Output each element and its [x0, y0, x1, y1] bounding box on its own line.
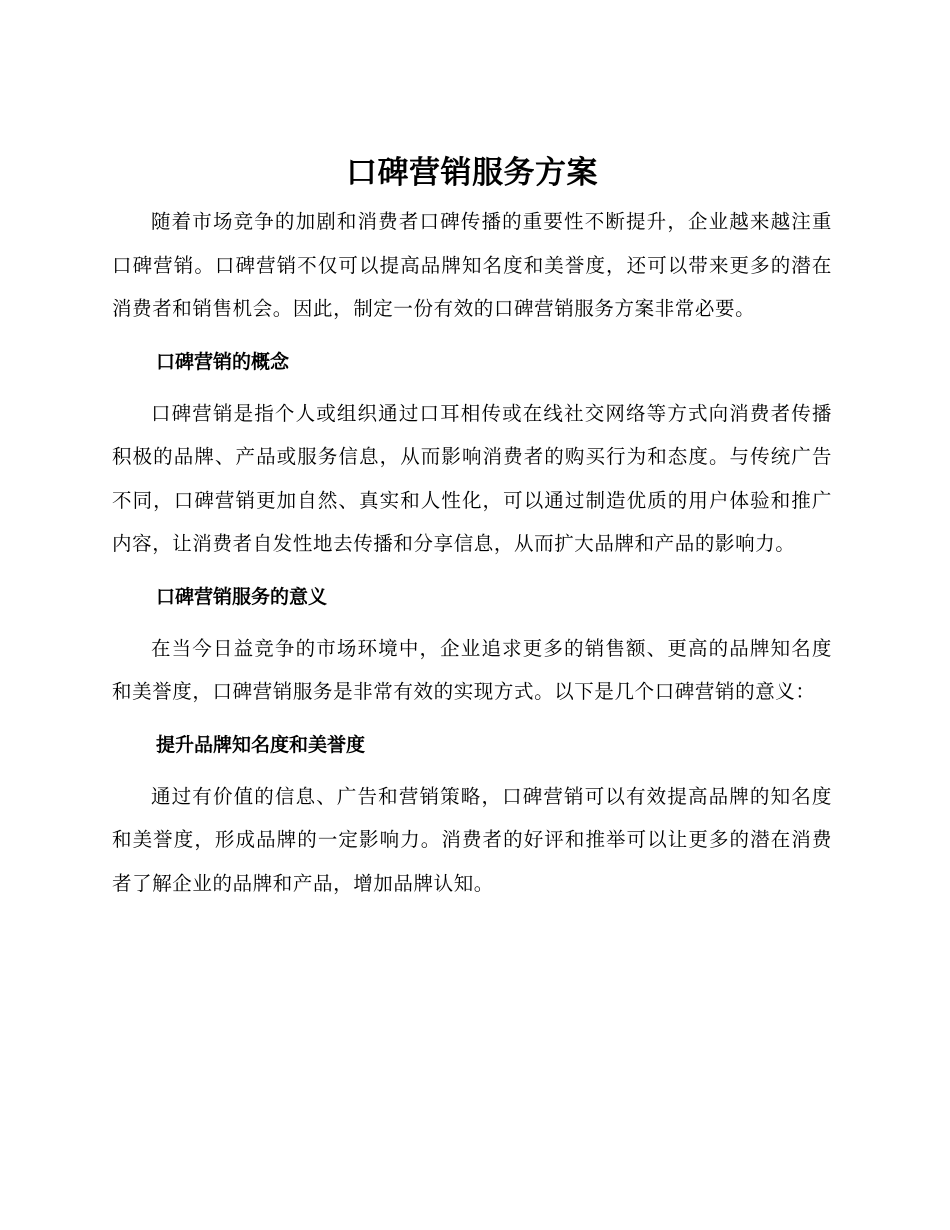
spacer	[112, 611, 832, 627]
section-heading-concept: 口碑营销的概念	[156, 350, 290, 373]
intro-paragraph: 随着市场竞争的加剧和消费者口碑传播的重要性不断提升，企业越来越注重口碑营销。口碑营销不仅可以提高品牌知名度和美誉度，还可以带来更多的潜在消费者和销售机会。因此，制定一份有效的口碑营销服务方案非常必要。	[112, 210, 832, 320]
spacer	[112, 376, 832, 392]
section-body-brand-awareness: 通过有价值的信息、广告和营销策略，口碑营销可以有效提高品牌的知名度和美誉度，形成品牌的一定影响力。消费者的好评和推举可以让更多的潜在消费者了解企业的品牌和产品，增加品牌认知。	[112, 784, 832, 895]
section-body-concept: 口碑营销是指个人或组织通过口耳相传或在线社交网络等方式向消费者传播积极的品牌、产品或服务信息，从而影响消费者的购买行为和态度。与传统广告不同，口碑营销更加自然、真实和人性化，可以通过制造优质的用户体验和推广内容，让消费者自发性地去传播和分享信息，从而扩大品牌和产品的影响力。	[112, 401, 832, 555]
document-page	[112, 150, 832, 905]
document-title: 口碑营销服务方案	[346, 155, 598, 191]
spacer	[112, 331, 832, 348]
section-heading-significance: 口碑营销服务的意义	[156, 585, 328, 608]
spacer	[112, 714, 832, 731]
section-body-significance: 在当今日益竞争的市场环境中，企业追求更多的销售额、更高的品牌知名度和美誉度，口碑营销服务是非常有效的实现方式。以下是几个口碑营销的意义：	[112, 636, 832, 703]
section-heading-brand-awareness: 提升品牌知名度和美誉度	[156, 733, 366, 756]
spacer	[112, 566, 832, 583]
spacer	[112, 759, 832, 775]
